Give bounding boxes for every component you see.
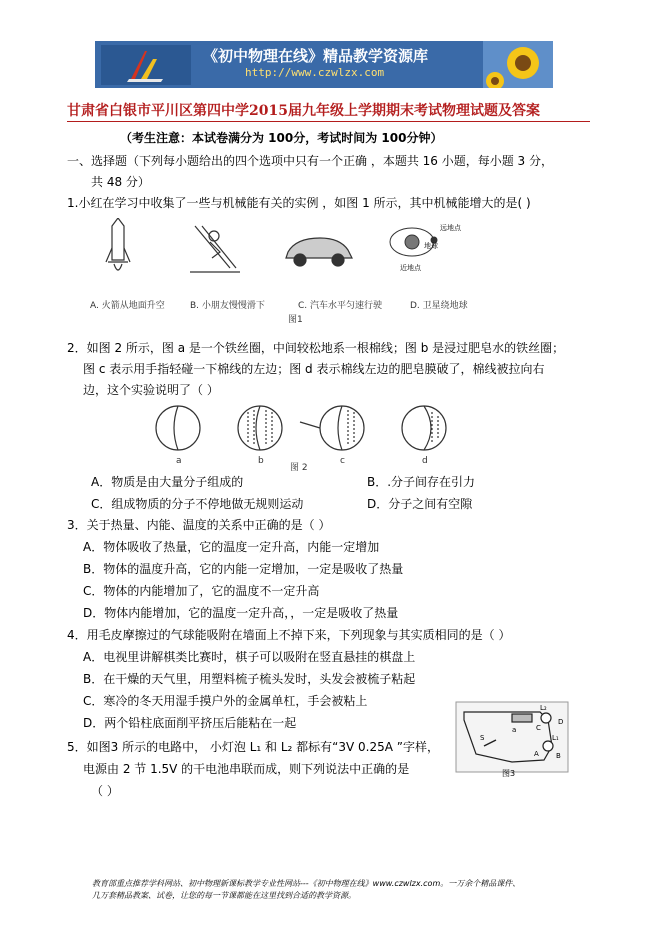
circuit-label-d: D <box>558 718 564 726</box>
figure-2-label-b: b <box>258 456 264 466</box>
question-2-option-a: A．物质是由大量分子组成的 <box>91 475 244 489</box>
question-2-option-b: B．.分子间存在引力 <box>367 475 476 489</box>
circuit-label-c: C <box>536 724 541 732</box>
figure-1-caption-b: B. 小朋友慢慢滑下 <box>190 301 265 311</box>
question-4-option-d: D．两个铅柱底面削平挤压后能粘在一起 <box>83 716 297 730</box>
figure-1-caption-c: C. 汽车水平匀速行驶 <box>298 301 383 311</box>
footer-line-2: 几万套精品教案、试卷，让您的每一节课都能在这里找到合适的教学资源。 <box>92 891 356 900</box>
question-5-line-1: 5．如图3 所示的电路中， 小灯泡 L₁ 和 L₂ 都标有“3V 0.25A ”字样， <box>67 740 439 754</box>
question-4-option-c: C．寒冷的冬天用湿手摸户外的金属单杠，手会被粘上 <box>83 694 368 708</box>
circuit-label-b: B <box>556 752 561 760</box>
question-2-option-d: D．分子之间有空隙 <box>367 497 473 511</box>
figure-2-label-d: d <box>422 456 428 466</box>
figure-3-label: 图3 <box>502 769 516 778</box>
figure-2-label-a: a <box>176 456 182 466</box>
question-3-option-c: C．物体的内能增加了，它的温度不一定升高 <box>83 584 320 598</box>
question-3-option-a: A．物体吸收了热量，它的温度一定升高，内能一定增加 <box>83 540 380 554</box>
circuit-label-a-lower: a <box>512 726 517 734</box>
circuit-label-l1: L₁ <box>552 734 559 742</box>
section-heading-cont: 共 48 分） <box>91 175 150 189</box>
figure-2-label-c: c <box>340 456 345 466</box>
question-5-line-3: （ ） <box>91 784 119 798</box>
page-footer <box>92 878 612 902</box>
orbit-label-perigee: 近地点 <box>400 264 421 272</box>
question-3-stem: 3．关于热量、内能、温度的关系中正确的是（ ） <box>67 518 331 532</box>
question-4-option-a: A．电视里讲解棋类比赛时，棋子可以吸附在竖直悬挂的棋盘上 <box>83 650 416 664</box>
figure-3-circuit <box>452 700 572 780</box>
figure-2 <box>150 402 470 462</box>
section-heading: 一、选择题（下列每小题给出的四个选项中只有一个正确 ，本题共 16 小题，每小题 3 分， <box>67 154 553 168</box>
question-4-option-b: B．在干燥的天气里，用塑料梳子梳头发时，头发会被梳子粘起 <box>83 672 416 686</box>
question-1-stem: 1.小红在学习中收集了一些与机械能有关的实例 ，如图 1 所示，其中机械能增大的是( ) <box>67 196 531 210</box>
question-3-option-d: D．物体内能增加，它的温度一定升高，，一定是吸收了热量 <box>83 606 399 620</box>
header-banner <box>95 41 553 88</box>
circuit-label-s: S <box>480 734 485 742</box>
circuit-label-a: A <box>534 750 539 758</box>
sunflower-image <box>483 41 553 88</box>
question-5-line-2: 电源由 2 节 1.5V 的干电池串联而成，则下列说法中正确的是 <box>83 762 410 776</box>
question-2-line-1: 2．如图 2 所示，图 a 是一个铁丝圈，中间较松地系一根棉线；图 b 是浸过肥皂水的铁丝圈； <box>67 341 565 355</box>
banner-title: 《初中物理在线》精品教学资源库 <box>203 47 429 65</box>
figure-2-label: 图 2 <box>290 463 308 473</box>
figure-1-caption-d: D. 卫星绕地球 <box>410 301 468 311</box>
question-4-stem: 4．用毛皮摩擦过的气球能吸附在墙面上不掉下来，下列现象与其实质相同的是（ ） <box>67 628 511 642</box>
figure-1-label: 图1 <box>288 315 303 325</box>
figure-1-caption-a: A. 火箭从地面升空 <box>90 301 165 311</box>
document-title: 甘肃省白银市平川区第四中学2015届九年级上学期期末考试物理试题及答案 <box>67 103 540 119</box>
question-3-option-b: B．物体的温度升高，它的内能一定增加，一定是吸收了热量 <box>83 562 404 576</box>
orbit-label-apogee: 远地点 <box>440 224 461 232</box>
question-2-option-c: C．组成物质的分子不停地做无规则运动 <box>91 497 304 511</box>
banner-url: http://www.czwlzx.com <box>245 66 385 79</box>
question-2-line-3: 边，这个实验说明了（ ） <box>83 383 219 397</box>
exam-notice: （考生注意：本试卷满分为 100分，考试时间为 100分钟） <box>120 131 443 145</box>
footer-line-1: 教育部重点推荐学科网站、初中物理新课标教学专业性网站---《初中物理在线》www.czwlzx.com。一万余个精品课件、 <box>92 879 521 888</box>
circuit-label-l2: L₂ <box>540 704 547 712</box>
site-logo <box>101 45 191 85</box>
question-2-line-2: 图 c 表示用手指轻碰一下棉线的左边；图 d 表示棉线左边的肥皂膜破了，棉线被拉向右 <box>83 362 545 376</box>
title-divider <box>67 121 590 122</box>
orbit-label-earth: 地球 <box>424 242 438 250</box>
